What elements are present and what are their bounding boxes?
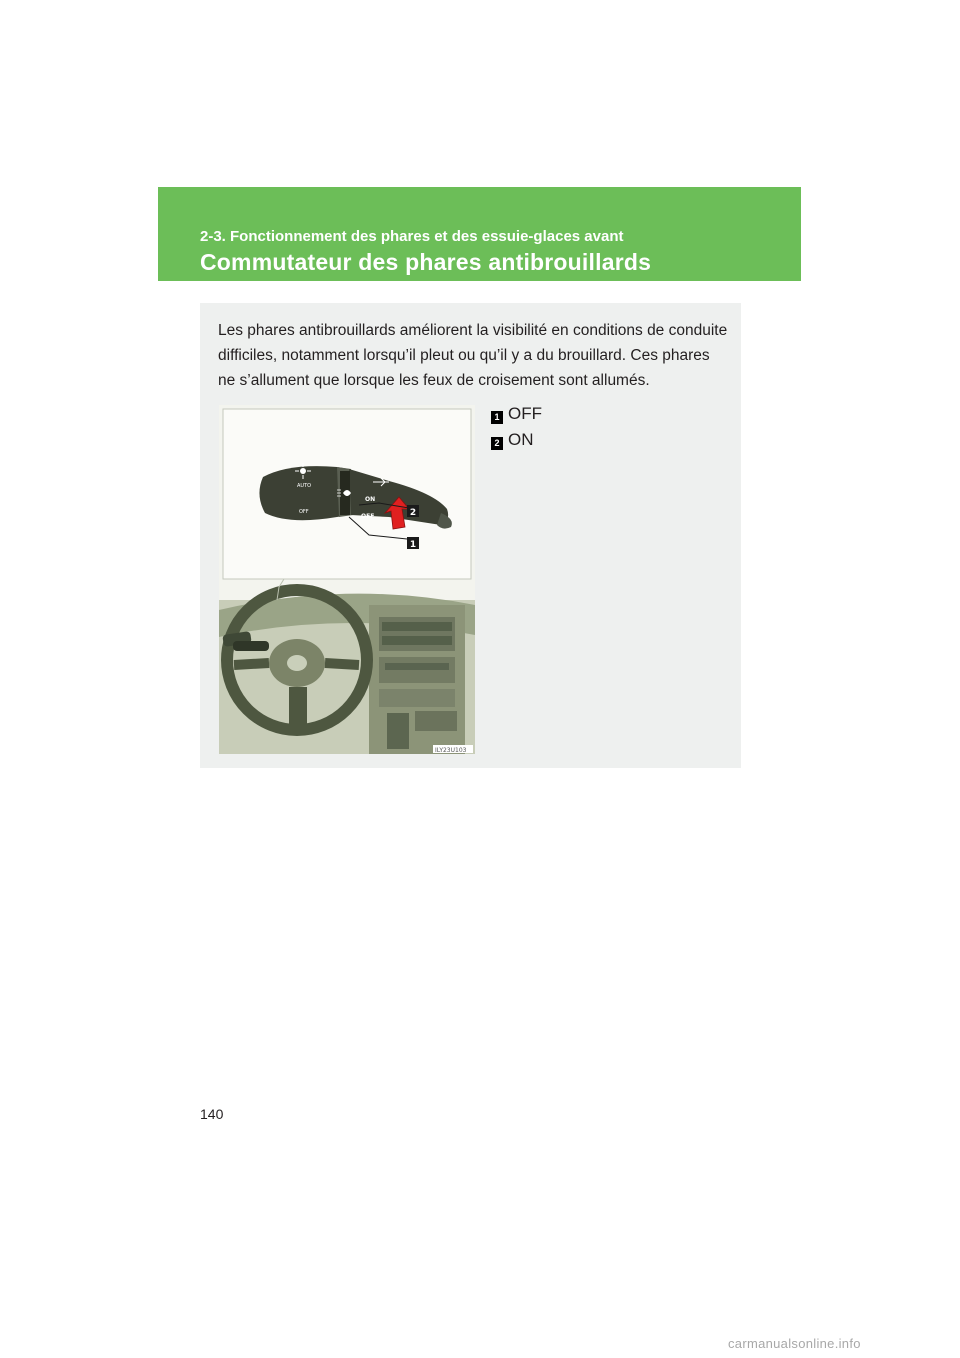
legend-label: OFF (508, 404, 542, 423)
page-title: Commutateur des phares antibrouillards (200, 249, 652, 275)
switch-label-on: ON (365, 496, 376, 503)
callout-2: 2 (409, 508, 417, 518)
content-box (200, 303, 741, 768)
switch-label-off-right: OFF (361, 513, 375, 520)
legend-number-badge: 2 (491, 437, 503, 450)
legend-number-badge: 1 (491, 411, 503, 424)
page-number: 140 (200, 1106, 224, 1122)
fog-light-switch-illustration (219, 405, 475, 754)
watermark: carmanualsonline.info (728, 1336, 861, 1351)
figure-code: ILY23U103 (435, 747, 467, 754)
header-bar (158, 187, 801, 281)
section-label: 2-3. Fonctionnement des phares et des essuie-glaces avant (200, 228, 624, 245)
switch-label-auto: AUTO (297, 483, 312, 489)
callout-1: 1 (409, 540, 417, 550)
intro-paragraph: Les phares antibrouillards améliorent la visibilité en conditions de conduite difficiles, notamment lorsqu’il pleut ou qu’il y a du brouillard. Ces phares ne s’allument que lorsque les feux de croisement sont allumés. (218, 322, 728, 389)
switch-label-off-left: OFF (299, 509, 309, 515)
legend-label: ON (508, 430, 534, 449)
